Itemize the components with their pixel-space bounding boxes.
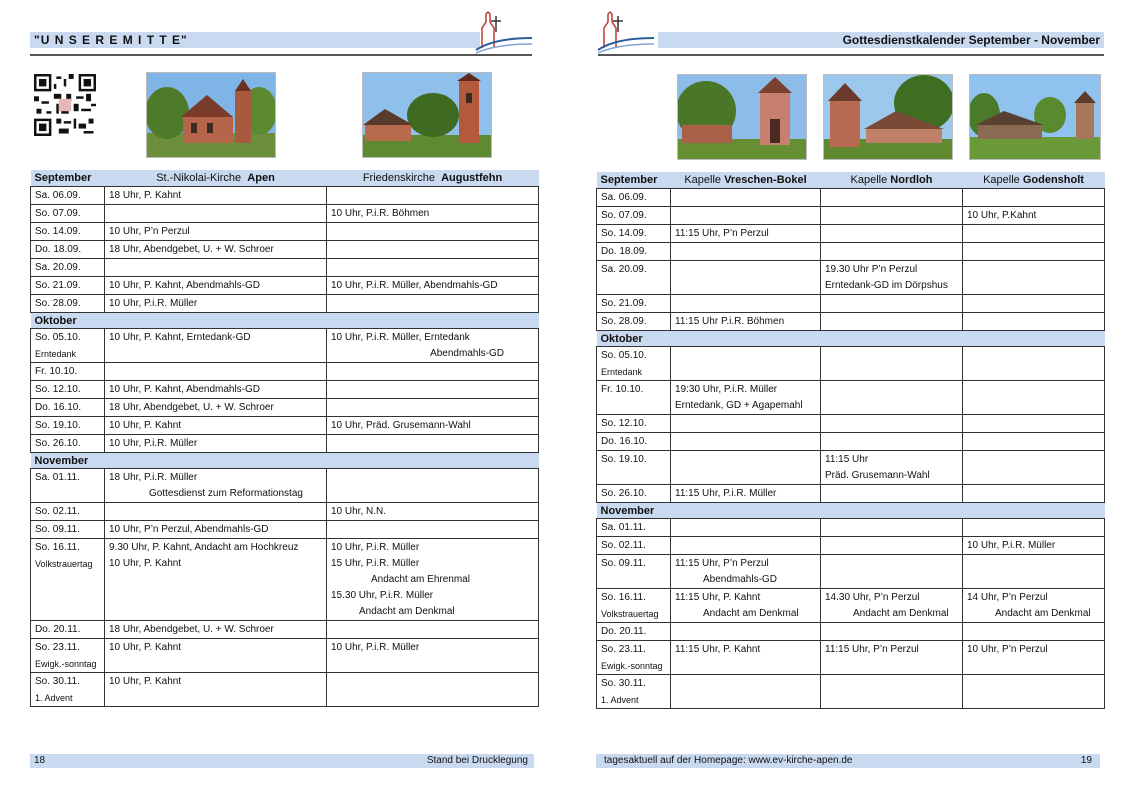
row-date: Do. 18.09. — [31, 241, 105, 259]
left-page — [0, 0, 566, 800]
row-date: Fr. 10.10. — [31, 363, 105, 381]
row-c1-cell — [105, 469, 327, 503]
table-row — [597, 189, 1105, 207]
service-entry: 10 Uhr, P’n Perzul — [967, 644, 1048, 655]
right-header-month: September — [597, 172, 671, 189]
service-entry: Andacht am Ehrenmal — [371, 574, 470, 585]
left-table-header-row — [31, 170, 539, 187]
table-row — [31, 295, 539, 313]
row-c1-cell — [105, 417, 327, 435]
row-date: So. 23.11. Ewigk.-sonntag — [31, 639, 105, 673]
row-c3-cell — [963, 641, 1105, 675]
row-date: So. 12.10. — [31, 381, 105, 399]
row-date: So. 30.11. 1. Advent — [597, 675, 671, 709]
photo-st-nikolai-kirche — [146, 72, 276, 158]
row-c2-cell — [821, 415, 963, 433]
table-row — [597, 589, 1105, 623]
service-entry: 10 Uhr, N.N. — [331, 506, 387, 517]
service-entry: 10 Uhr, P.i.R. Müller — [109, 298, 198, 309]
left-header-col-apen: St.-Nikolai-Kirche Apen — [105, 170, 327, 187]
row-c2-cell — [327, 381, 539, 399]
row-c1-cell — [105, 621, 327, 639]
service-entry: 18 Uhr, Abendgebet, U. + W. Schroer — [109, 244, 274, 255]
row-date: So. 05.10. Erntedank — [31, 329, 105, 363]
row-c1-cell — [671, 225, 821, 243]
service-entry: 10 Uhr, P.i.R. Böhmen — [331, 208, 430, 219]
table-row — [597, 347, 1105, 381]
table-row — [597, 207, 1105, 225]
photo-friedenskirche — [362, 72, 492, 158]
table-row — [597, 381, 1105, 415]
service-entry: Andacht am Denkmal — [359, 606, 455, 617]
church-logo-icon — [596, 8, 656, 54]
service-entry: 19:30 Uhr, P.i.R. Müller — [675, 384, 778, 395]
row-c1-cell — [105, 521, 327, 539]
service-entry: Andacht am Denkmal — [995, 608, 1091, 619]
row-c2-cell — [821, 451, 963, 485]
row-c3-cell — [963, 415, 1105, 433]
service-entry: 10 Uhr, P. Kahnt, Erntedank-GD — [109, 332, 251, 343]
row-occasion: Volkstrauertag — [601, 609, 659, 619]
right-calendar-table — [596, 172, 1105, 709]
row-c1-cell — [105, 381, 327, 399]
row-date: So. 19.10. — [31, 417, 105, 435]
row-c2-cell — [327, 277, 539, 295]
row-c1-cell — [105, 187, 327, 205]
table-row — [597, 433, 1105, 451]
row-date: Do. 20.11. — [597, 623, 671, 641]
row-date: Sa. 01.11. — [31, 469, 105, 503]
service-entry: Erntedank, GD + Agapemahl — [675, 400, 803, 411]
row-date: So. 09.11. — [597, 555, 671, 589]
service-entry: 11:15 Uhr, P. Kahnt — [675, 644, 761, 655]
left-footer-note: Stand bei Drucklegung — [426, 755, 528, 766]
service-entry: 10 Uhr, P.i.R. Müller, Erntedank — [331, 332, 470, 343]
right-header-title: Gottesdienstkalender September - November — [658, 32, 1104, 48]
row-c1-cell — [671, 415, 821, 433]
month-label: Oktober — [31, 313, 539, 329]
row-c2-cell — [327, 241, 539, 259]
row-c1-cell — [671, 485, 821, 503]
row-date: So. 12.10. — [597, 415, 671, 433]
service-entry: Abendmahls-GD — [703, 574, 777, 585]
row-c2-cell — [327, 639, 539, 673]
row-c1-cell — [105, 205, 327, 223]
right-footer-note: tagesaktuell auf der Homepage: www.ev-kirche-apen.de — [604, 755, 853, 766]
right-header-rule — [598, 54, 1104, 56]
row-c2-cell — [821, 555, 963, 589]
row-occasion: 1. Advent — [35, 693, 73, 703]
row-date: So. 05.10. Erntedank — [597, 347, 671, 381]
row-c3-cell — [963, 225, 1105, 243]
service-entry: 11:15 Uhr, P’n Perzul — [675, 228, 769, 239]
row-c1-cell — [105, 639, 327, 673]
row-c2-cell — [821, 313, 963, 331]
row-c2-cell — [821, 243, 963, 261]
row-c2-cell — [821, 347, 963, 381]
row-c3-cell — [963, 519, 1105, 537]
row-c1-cell — [671, 243, 821, 261]
table-row — [597, 451, 1105, 485]
right-month-row — [597, 503, 1105, 519]
row-c3-cell — [963, 243, 1105, 261]
table-row — [597, 641, 1105, 675]
service-entry: Gottesdienst zum Reformationstag — [149, 488, 303, 499]
photo-kapelle-vreschen-bokel — [677, 74, 807, 160]
row-c3-cell — [963, 189, 1105, 207]
row-c3-cell — [963, 555, 1105, 589]
table-row — [31, 435, 539, 453]
left-calendar-table — [30, 170, 539, 707]
table-row — [597, 225, 1105, 243]
row-c2-cell — [327, 329, 539, 363]
row-date: So. 02.11. — [597, 537, 671, 555]
table-row — [597, 623, 1105, 641]
row-c1-cell — [671, 641, 821, 675]
left-footer-page-number: 18 — [34, 755, 46, 766]
row-c2-cell — [821, 675, 963, 709]
row-c2-cell — [821, 261, 963, 295]
row-c2-cell — [327, 673, 539, 707]
row-c2-cell — [327, 259, 539, 277]
row-date: So. 16.11. Volkstrauertag — [31, 539, 105, 621]
row-c2-cell — [327, 539, 539, 621]
service-entry: 14.30 Uhr, P’n Perzul — [825, 592, 920, 603]
row-date: So. 07.09. — [31, 205, 105, 223]
row-c1-cell — [105, 363, 327, 381]
row-c2-cell — [821, 589, 963, 623]
row-c3-cell — [963, 347, 1105, 381]
left-month-row — [31, 453, 539, 469]
service-entry: 11:15 Uhr — [825, 454, 869, 465]
service-entry: Andacht am Denkmal — [703, 608, 799, 619]
month-label: November — [597, 503, 1105, 519]
row-date: Do. 16.10. — [31, 399, 105, 417]
row-date: So. 16.11. Volkstrauertag — [597, 589, 671, 623]
table-row — [31, 259, 539, 277]
row-date: So. 26.10. — [597, 485, 671, 503]
table-row — [597, 261, 1105, 295]
service-entry: 15 Uhr, P.i.R. Müller — [331, 558, 420, 569]
qr-code-icon — [34, 74, 96, 136]
row-date: Sa. 01.11. — [597, 519, 671, 537]
row-date: Do. 20.11. — [31, 621, 105, 639]
table-row — [597, 415, 1105, 433]
row-date: Sa. 06.09. — [597, 189, 671, 207]
row-date: Sa. 20.09. — [31, 259, 105, 277]
row-c2-cell — [821, 641, 963, 675]
right-header-col-nordloh: Kapelle Nordloh — [821, 172, 963, 189]
service-entry: 18 Uhr, Abendgebet, U. + W. Schroer — [109, 624, 274, 635]
row-c2-cell — [821, 189, 963, 207]
row-c1-cell — [671, 189, 821, 207]
table-row — [31, 329, 539, 363]
photo-kapelle-godensholt — [969, 74, 1101, 160]
row-occasion: Erntedank — [35, 349, 77, 359]
row-c1-cell — [105, 673, 327, 707]
row-date: So. 28.09. — [31, 295, 105, 313]
table-row — [31, 539, 539, 621]
row-date: Do. 18.09. — [597, 243, 671, 261]
row-c1-cell — [671, 623, 821, 641]
row-c1-cell — [105, 295, 327, 313]
row-c2-cell — [327, 223, 539, 241]
service-entry: 11:15 Uhr, P.i.R. Müller — [675, 488, 777, 499]
service-entry: 11:15 Uhr, P’n Perzul — [675, 558, 769, 569]
row-c1-cell — [105, 223, 327, 241]
table-row — [31, 363, 539, 381]
month-label: Oktober — [597, 331, 1105, 347]
row-date: So. 14.09. — [597, 225, 671, 243]
row-c1-cell — [671, 589, 821, 623]
service-entry: 11:15 Uhr, P’n Perzul — [825, 644, 919, 655]
row-c1-cell — [671, 433, 821, 451]
table-row — [31, 223, 539, 241]
row-date: Do. 16.10. — [597, 433, 671, 451]
row-c1-cell — [105, 329, 327, 363]
right-page — [566, 0, 1133, 800]
table-row — [597, 537, 1105, 555]
service-entry: 10 Uhr, P. Kahnt — [109, 642, 182, 653]
table-row — [31, 205, 539, 223]
row-c1-cell — [105, 241, 327, 259]
table-row — [31, 621, 539, 639]
row-c2-cell — [821, 623, 963, 641]
row-date: So. 30.11. 1. Advent — [31, 673, 105, 707]
service-entry: 10 Uhr, P’n Perzul — [109, 226, 190, 237]
table-row — [31, 399, 539, 417]
table-row — [597, 243, 1105, 261]
row-c2-cell — [327, 621, 539, 639]
service-entry: Präd. Grusemann-Wahl — [825, 470, 930, 481]
row-c3-cell — [963, 623, 1105, 641]
service-entry: 15.30 Uhr, P.i.R. Müller — [331, 590, 434, 601]
row-date: So. 14.09. — [31, 223, 105, 241]
row-date: So. 26.10. — [31, 435, 105, 453]
right-header-col-vreschen-bokel: Kapelle Vreschen-Bokel — [671, 172, 821, 189]
row-c3-cell — [963, 381, 1105, 415]
row-c3-cell — [963, 313, 1105, 331]
row-c3-cell — [963, 451, 1105, 485]
service-entry: Erntedank-GD im Dörpshus — [825, 280, 948, 291]
row-c2-cell — [327, 435, 539, 453]
table-row — [31, 503, 539, 521]
table-row — [597, 519, 1105, 537]
service-entry: Andacht am Denkmal — [853, 608, 949, 619]
row-c3-cell — [963, 207, 1105, 225]
month-label: November — [31, 453, 539, 469]
table-row — [31, 673, 539, 707]
row-c1-cell — [671, 347, 821, 381]
row-c2-cell — [821, 381, 963, 415]
row-c2-cell — [327, 205, 539, 223]
service-entry: 10 Uhr, P.i.R. Müller — [967, 540, 1056, 551]
left-footer — [30, 754, 534, 768]
service-entry: 18 Uhr, Abendgebet, U. + W. Schroer — [109, 402, 274, 413]
left-header-month: September — [31, 170, 105, 187]
row-c2-cell — [327, 503, 539, 521]
row-c3-cell — [963, 295, 1105, 313]
church-logo-icon — [474, 8, 534, 54]
service-entry: 18 Uhr, P.i.R. Müller — [109, 472, 198, 483]
table-row — [31, 469, 539, 503]
left-header-col-augustfehn: Friedenskirche Augustfehn — [327, 170, 539, 187]
service-entry: 9.30 Uhr, P. Kahnt, Andacht am Hochkreuz — [109, 542, 299, 553]
left-header-rule — [30, 54, 532, 56]
row-occasion: Erntedank — [601, 367, 643, 377]
right-month-row — [597, 331, 1105, 347]
table-row — [31, 521, 539, 539]
row-date: Sa. 20.09. — [597, 261, 671, 295]
row-c1-cell — [671, 381, 821, 415]
right-table-header-row — [597, 172, 1105, 189]
left-header-title: "U N S E R E M I T T E" — [30, 32, 480, 48]
table-row — [31, 639, 539, 673]
right-footer-page-number: 19 — [1080, 755, 1092, 766]
service-entry: 10 Uhr, P.i.R. Müller, Abendmahls-GD — [331, 280, 498, 291]
left-month-row — [31, 313, 539, 329]
service-entry: 10 Uhr, P’n Perzul, Abendmahls-GD — [109, 524, 269, 535]
row-c1-cell — [671, 313, 821, 331]
row-c1-cell — [671, 207, 821, 225]
row-date: So. 07.09. — [597, 207, 671, 225]
row-date: Sa. 06.09. — [31, 187, 105, 205]
row-c2-cell — [821, 537, 963, 555]
table-row — [31, 241, 539, 259]
row-c1-cell — [671, 675, 821, 709]
service-entry: 10 Uhr, P.Kahnt — [967, 210, 1037, 221]
row-c2-cell — [327, 363, 539, 381]
row-c1-cell — [105, 277, 327, 295]
table-row — [31, 277, 539, 295]
row-c1-cell — [671, 537, 821, 555]
row-date: So. 21.09. — [31, 277, 105, 295]
row-c3-cell — [963, 537, 1105, 555]
row-c3-cell — [963, 261, 1105, 295]
row-c2-cell — [821, 433, 963, 451]
service-entry: 10 Uhr, P. Kahnt — [109, 420, 182, 431]
row-date: So. 09.11. — [31, 521, 105, 539]
row-date: So. 19.10. — [597, 451, 671, 485]
right-header-col-godensholt: Kapelle Godensholt — [963, 172, 1105, 189]
row-c1-cell — [105, 539, 327, 621]
row-c2-cell — [821, 485, 963, 503]
row-c1-cell — [105, 399, 327, 417]
row-occasion: 1. Advent — [601, 695, 639, 705]
row-c2-cell — [327, 399, 539, 417]
row-date: Fr. 10.10. — [597, 381, 671, 415]
service-entry: 11:15 Uhr P.i.R. Böhmen — [675, 316, 785, 327]
row-c3-cell — [963, 675, 1105, 709]
row-c1-cell — [671, 555, 821, 589]
table-row — [597, 555, 1105, 589]
row-c2-cell — [821, 519, 963, 537]
service-entry: 18 Uhr, P. Kahnt — [109, 190, 182, 201]
row-date: So. 02.11. — [31, 503, 105, 521]
right-footer — [596, 754, 1100, 768]
table-row — [597, 295, 1105, 313]
service-entry: 14 Uhr, P’n Perzul — [967, 592, 1048, 603]
service-entry: 10 Uhr, P.i.R. Müller — [331, 542, 420, 553]
row-c2-cell — [327, 521, 539, 539]
row-occasion: Ewigk.-sonntag — [35, 659, 97, 669]
service-entry: 11:15 Uhr, P. Kahnt — [675, 592, 761, 603]
row-c2-cell — [327, 417, 539, 435]
table-row — [597, 485, 1105, 503]
service-entry: 10 Uhr, P. Kahnt, Abendmahls-GD — [109, 280, 261, 291]
table-row — [31, 417, 539, 435]
row-c1-cell — [671, 295, 821, 313]
row-c2-cell — [327, 187, 539, 205]
table-row — [31, 381, 539, 399]
row-c1-cell — [105, 503, 327, 521]
table-row — [31, 187, 539, 205]
row-c2-cell — [327, 295, 539, 313]
row-c1-cell — [671, 451, 821, 485]
row-c2-cell — [821, 207, 963, 225]
row-c1-cell — [105, 259, 327, 277]
service-entry: 10 Uhr, P.i.R. Müller — [109, 438, 198, 449]
row-occasion: Ewigk.-sonntag — [601, 661, 663, 671]
table-row — [597, 675, 1105, 709]
row-c2-cell — [327, 469, 539, 503]
service-entry: 10 Uhr, P. Kahnt — [109, 558, 182, 569]
row-c2-cell — [821, 295, 963, 313]
row-date: So. 21.09. — [597, 295, 671, 313]
service-entry: 19.30 Uhr P’n Perzul — [825, 264, 918, 275]
row-c3-cell — [963, 485, 1105, 503]
service-entry: 10 Uhr, P. Kahnt — [109, 676, 182, 687]
row-c1-cell — [105, 435, 327, 453]
row-c1-cell — [671, 519, 821, 537]
row-c3-cell — [963, 589, 1105, 623]
row-c3-cell — [963, 433, 1105, 451]
row-occasion: Volkstrauertag — [35, 559, 93, 569]
service-entry: Abendmahls-GD — [430, 348, 504, 359]
photo-kapelle-nordloh — [823, 74, 953, 160]
row-date: So. 23.11. Ewigk.-sonntag — [597, 641, 671, 675]
service-entry: 10 Uhr, Präd. Grusemann-Wahl — [331, 420, 471, 431]
row-c2-cell — [821, 225, 963, 243]
service-entry: 10 Uhr, P.i.R. Müller — [331, 642, 420, 653]
service-entry: 10 Uhr, P. Kahnt, Abendmahls-GD — [109, 384, 261, 395]
row-c1-cell — [671, 261, 821, 295]
table-row — [597, 313, 1105, 331]
row-date: So. 28.09. — [597, 313, 671, 331]
